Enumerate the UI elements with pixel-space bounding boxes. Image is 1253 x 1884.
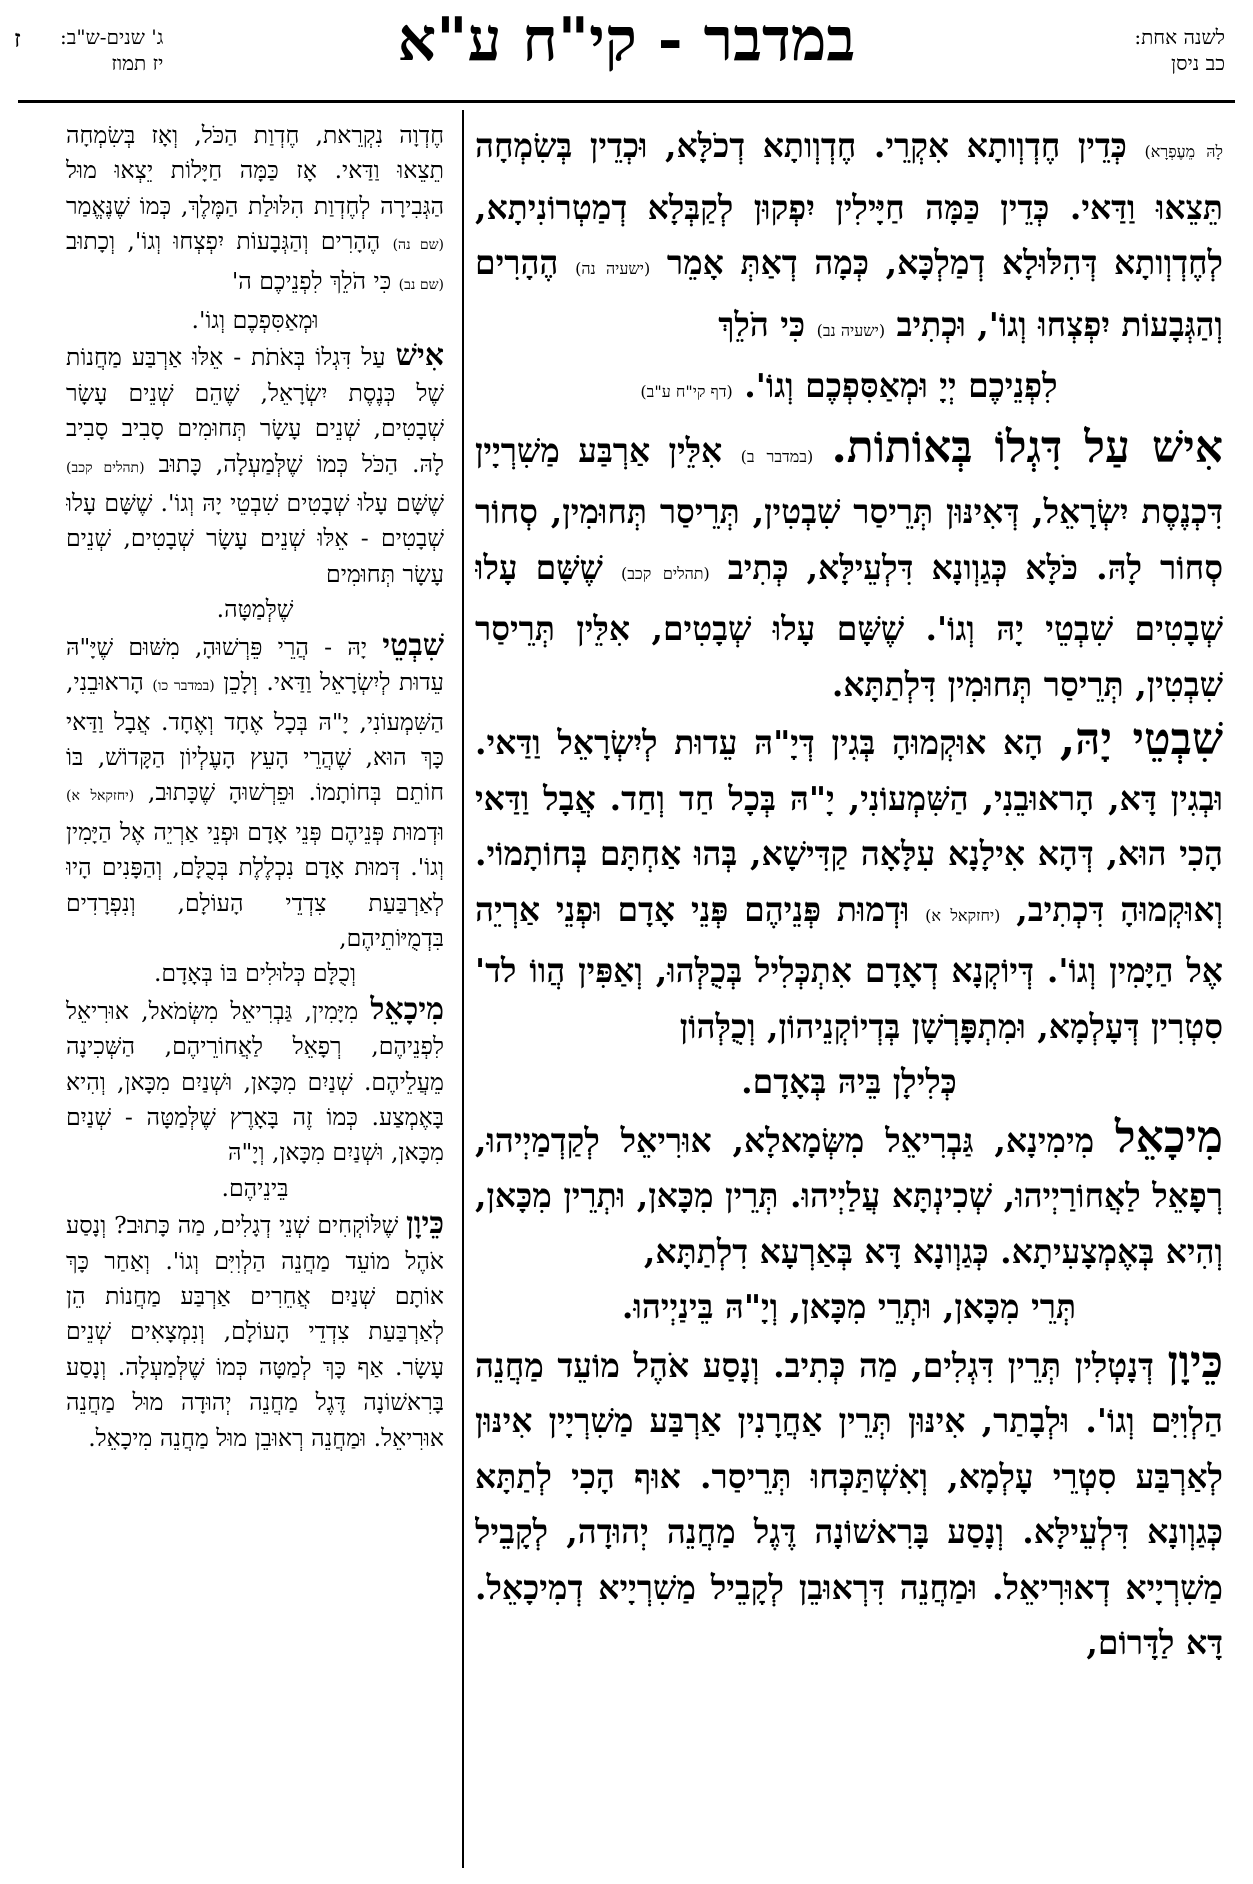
verse-ref: (ישעיה נה) — [575, 259, 651, 278]
paragraph-lead-word: שִׁבְטֵי יָהּ, — [1059, 714, 1223, 765]
paragraph-lead-word: מִיכָאֵל — [1115, 1111, 1223, 1163]
paragraph-lead-word: שִׁבְטֵי — [382, 627, 444, 663]
side-paragraph-1-end: וּמְאַסִּפְכֶם וְגוֹ'. — [191, 306, 319, 335]
main-paragraph-1: לָהּ מֵעֶפְרָא) כְּדֵין חֶדְוְותָא אִקְרֵי. חֶדְוְותָא דְכֹלָּא, וּכְדֵין בְּשִׂמְחָה תֵּצֵאוּ וַדַּאי. כְּדֵין כַּמָּה חַיָּילִין יִפְקוּן לְקַבְּלָא דְמַטְרוֹנִיתָא, לְחֶדְוְותָא דְּהִלּוּלָא דְמַלְכָּא, כְּמָה דְאַתְּ אָמֵר (ישעיה נה) הֶהָרִים וְהַגְּבָעוֹת יִפְצְחוּ וְגוֹ', וּכְתִיב (ישעיה נב) כִּי הֹלֵךְ — [475, 126, 1223, 344]
side-paragraph-4-end: בֵּינֵיהֶם. — [221, 1173, 289, 1202]
daf-ref: (דף קי"ח ע"ב) — [640, 382, 733, 401]
paragraph-lead-word: אִישׁ — [395, 338, 444, 374]
main-paragraph-5: כֵּיוָן דְּנָטְלִין תְּרֵין דִּגְלִים, מַה כְּתִיב. וְנָסַע אֹהֶל מוֹעֵד מַחֲנֵה הַלְוִיִּם וְגוֹ'. וּלְבָתַר, אִינּוּן תְּרֵין אַחֲרָנִין אַרְבַּע מַשִׁרְיָין אִינּוּן לְאַרְבַּע סִטְרֵי עָלְמָא, וְאִשְׁתַּכְּחוּ תְּרֵיסַר. אוּף הָכִי לְתַתָּא כְּגַוְונָא דִּלְעֵילָּא. וְנָסַע בָּרִאשׁוֹנָה דֶּגֶל מַחֲנֵה יְהוּדָה, לְקָבֵיל מַשִׁרְיָיא דְאוּרִיאֵל. וּמַחֲנֵה דִּרְאוּבֵן לְקָבֵיל מַשִׁרְיָיא דְמִיכָאֵל. דָּא לַדָּרוֹם, — [475, 1336, 1223, 1662]
main-paragraph-4-end: תְּרֵי מִכָּאן, וּתְרֵי מִכָּאן, וְיָ"הּ בֵּינַיְיהוּ. — [621, 1287, 1077, 1326]
three-year-schedule-date: יז תמוז — [111, 51, 164, 75]
side-paragraph-3-end: וְכֻלָּם כְּלוּלִים בּוֹ בְּאָדָם. — [153, 959, 357, 988]
verse-ref: (ישעיה נב) — [816, 320, 886, 340]
verse-ref: (תהלים קכב) — [66, 459, 145, 476]
verse-ref: (שם נב) — [398, 276, 444, 293]
column-divider — [462, 110, 464, 1868]
page-number: ז — [14, 24, 21, 53]
yearly-schedule-date: כב ניסן — [1171, 51, 1225, 75]
main-paragraph-4: מִיכָאֵל מִימִינָא, גַּבְרִיאֵל מִשְּׂמָאלָא, אוּרִיאֵל לְקַדְמַיְיהוּ, רְפָאֵל לַאֲחוֹרַיְיהוּ, שְׁכִינְתָּא עֲלַיְיהוּ. תְּרֵין מִכָּאן, וּתְרֵין מִכָּאן, וְהִיא בְּאֶמְצָעִיתָא. כְּגַוְונָא דָּא בְּאַרְעָא דִלְתַתָּא, — [475, 1111, 1223, 1271]
side-paragraph-1: חֶדְוָה נִקְרֵאת, חֶדְוַת הַכֹּל, וְאָז בְּשִׂמְחָה תֵצֵאוּ וַדַּאי. אָז כַּמָּה חַיָּלוֹת יֵצְאוּ מוּל הַגְּבִירָה לְחֶדְוַת הִלּוּלַת הַמֶּלֶךְ, כְּמוֹ שֶׁנֶּאֱמַר (שם נה) הֶהָרִים וְהַגְּבָעוֹת יִפְצְחוּ וְגוֹ', וְכָתוּב (שם נב) כִּי הֹלֵךְ לִפְנֵיכֶם ה' — [66, 121, 444, 295]
verse-ref: (במדבר כו) — [152, 678, 215, 695]
paragraph-lead-word: כֵּיוָן — [1167, 1336, 1223, 1388]
side-paragraph-2: אִישׁ עַל דִּגְלוֹ בְּאֹתֹת - אֵלּוּ אַרְבַּע מַחֲנוֹת שֶׁל כְּנֶסֶת יִשְׂרָאֵל, שֶׁהֵם שְׁנֵים עָשָׂר שְׁבָטִים, שְׁנֵים עָשָׂר תְּחוּמִים סָבִיב סָבִיב לָהּ. הַכֹּל כְּמוֹ שֶׁלְּמַעְלָה, כָּתוּב (תהלים קכב) שֶׁשָּׁם עָלוּ שְׁבָטִים שִׁבְטֵי יָהּ וְגוֹ'. שֶׁשָּׁם עָלוּ שְׁבָטִים - אֵלּוּ שְׁנֵים עָשָׂר שְׁבָטִים, שְׁנֵים עָשָׂר תְּחוּמִים — [66, 338, 444, 588]
header-left-block — [60, 24, 163, 76]
main-paragraph-3: שִׁבְטֵי יָהּ, הָא אוּקְמוּהָ בְּגִין דְּיָ"הּ עֵדוּת לְיִשְׂרָאֵל וַדַּאי. וּבְגִין דָּא, הָראוּבֵנִי, הַשִּׁמְעוֹנִי, יָ"הּ בְּכָל חַד וְחַד. אֲבָל וַדַּאי הָכִי הוּא, דְּהָא אִילָנָא עִלָּאָה קַדִּישָׁא, בְּהוּ אַחְתָּם בְּחוֹתָמוֹי. וְאוּקְמוּהָ דִּכְתִיב, (יחזקאל א) וּדְמוּת פְּנֵיהֶם פְּנֵי אָדָם וּפְנֵי אַרְיֵה אֶל הַיָּמִין וְגוֹ'. דְּיוֹקְנָא דְאָדָם אִתְכְּלִיל בְּכֻלְּהוּ, וְאַפִּין הֲווֹ לד' סִטְרִין דְּעָלְמָא, וּמִתְפָּרְשָׁן בְּדְיוֹקְנֵיהוֹן, וְכֻלְּהוֹן — [475, 714, 1223, 1046]
verse-ref: (יחזקאל א) — [66, 788, 135, 805]
main-paragraph-3-end: כְּלִילָן בֵּיהּ בְּאָדָם. — [741, 1062, 957, 1101]
paragraph-lead-word: כֵּיוָן — [406, 1206, 444, 1242]
translation-column — [66, 118, 444, 1864]
header-rule — [18, 100, 1235, 103]
main-paragraph-1-end: לִפְנֵיכֶם יְיָ וּמְאַסִּפְכֶם וְגוֹ'. (דף קי"ח ע"ב) — [640, 366, 1058, 405]
three-year-schedule-label: ג' שנים-ש"ב: — [60, 25, 164, 49]
verse-ref: (יחזקאל א) — [925, 905, 1001, 925]
page-title: במדבר - קי"ח ע"א — [397, 5, 856, 75]
paragraph-lead-word: אִישׁ עַל דִּגְלוֹ בְּאוֹתוֹת. — [831, 421, 1223, 473]
side-paragraph-5: כֵּיוָן שֶׁלּוֹקְחִים שְׁנֵי דְגָלִים, מַה כָּתוּב? וְנָסַע אֹהֶל מוֹעֵד מַחֲנֵה הַלְוִיִּם וְגוֹ'. וְאַחַר כָּךְ אוֹתָם שְׁנַיִם אֲחֵרִים אַרְבַּע מַחֲנוֹת הֵן לְאַרְבַּעַת צִדְדֵי הָעוֹלָם, וְנִמְצָאִים שְׁנֵים עָשָׂר. אַף כָּךְ לְמַטָּה כְּמוֹ שֶׁלְּמַעְלָה. וְנָסַע בָּרִאשׁוֹנָה דֶּגֶל מַחֲנֵה יְהוּדָה מוּל מַחֲנֵה אוּרִיאֵל. וּמַחֲנֵה רְאוּבֵן מוּל מַחֲנֵה מִיכָאֵל. — [66, 1206, 444, 1452]
side-paragraph-4: מִיכָאֵל מִיָּמִין, גַּבְרִיאֵל מִשְּׂמֹאל, אוּרִיאֵל לִפְנֵיהֶם, רְפָאֵל לַאֲחוֹרֵיהֶם, הַשְּׁכִינָה מֵעֲלֵיהֶם. שְׁנַיִם מִכָּאן, וּשְׁנַיִם מִכָּאן, וְהִיא בָּאֶמְצַע. כְּמוֹ זֶה בָּאָרֶץ שֶׁלְּמַטָּה - שְׁנַיִם מִכָּאן, וּשְׁנַיִם מִכָּאן, וְיָ"הּ — [66, 991, 444, 1167]
verse-ref: (במדבר ב) — [740, 446, 814, 466]
paragraph-lead-word: מִיכָאֵל — [370, 991, 444, 1027]
side-paragraph-2-end: שֶׁלְּמַטָּה. — [216, 595, 294, 624]
yearly-schedule-label: לשנה אחת: — [1134, 25, 1225, 49]
verse-ref: (תהלים קכב) — [620, 563, 710, 583]
verse-ref: (שם נה) — [392, 237, 444, 254]
main-text-column — [475, 118, 1223, 1864]
source-ref: לָהּ מֵעֶפְרָא) — [1144, 142, 1223, 161]
side-paragraph-3: שִׁבְטֵי יָהּ - הֲרֵי פֵּרְשׁוּהָ, מִשּׁוּם שֶׁיָּ"הּ עֵדוּת לְיִשְׂרָאֵל וַדַּאי. וְלָכֵן (במדבר כו) הָראוּבֵנִי, הַשִּׁמְעוֹנִי, יָ"הּ בְּכָל אֶחָד וְאֶחָד. אֲבָל וַדַּאי כָּךְ הוּא, שֶׁהֲרֵי הָעֵץ הָעֶלְיוֹן הַקָּדוֹשׁ, בּוֹ חוֹתֵם בְּחוֹתָמוֹ. וּפֵרְשׁוּהָ שֶׁכָּתוּב, (יחזקאל א) וּדְמוּת פְּנֵיהֶם פְּנֵי אָדָם וּפְנֵי אַרְיֵה אֶל הַיָּמִין וְגוֹ'. דְּמוּת אָדָם נִכְלֶלֶת בְּכֻלָּם, וְהַפָּנִים הָיוּ לְאַרְבַּעַת צִדְדֵי הָעוֹלָם, וְנִפְרָדִים בִּדְמֻיּוֹתֵיהֶם, — [66, 627, 444, 952]
page-header — [0, 0, 1253, 112]
main-paragraph-2: אִישׁ עַל דִּגְלוֹ בְּאוֹתוֹת. (במדבר ב) אִלֵּין אַרְבַּע מַשִׁרְיָין דִּכְנֶסֶת יִשְׂרָאֵל, דְּאִינּוּן תְּרֵיסַר שִׁבְטִין, תְּרֵיסַר תְּחוּמִין, סְחוֹר סְחוֹר לָהּ. כֹּלָּא כְּגַוְונָא דִּלְעֵילָּא, כְּתִיב (תהלים קכב) שֶׁשָּׁם עָלוּ שְׁבָטִים שִׁבְטֵי יָהּ וְגוֹ'. שֶׁשָּׁם עָלוּ שְׁבָטִים, אִלֵּין תְּרֵיסַר שִׁבְטִין, תְּרֵיסַר תְּחוּמִין דִּלְתַתָּא. — [475, 421, 1223, 704]
